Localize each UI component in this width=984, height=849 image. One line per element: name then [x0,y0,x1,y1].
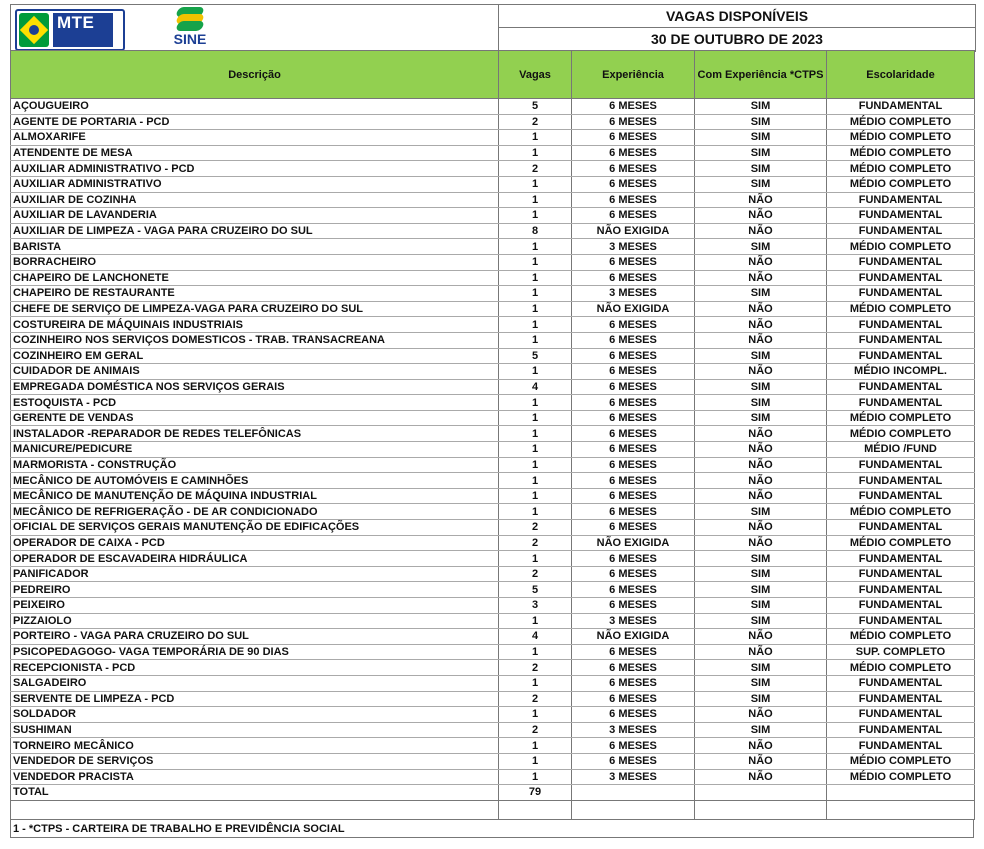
cell-education: FUNDAMENTAL [827,613,975,629]
cell-description: VENDEDOR PRACISTA [11,769,499,785]
cell-vacancies: 1 [499,753,572,769]
table-row [11,722,975,738]
cell-experience: 6 MESES [572,691,695,707]
cell-description: AUXILIAR DE LAVANDERIA [11,208,499,224]
table-row [11,566,975,582]
cell-description: CHAPEIRO DE LANCHONETE [11,270,499,286]
table-row [11,644,975,660]
cell-ctps: NÃO [695,317,827,333]
cell-ctps: NÃO [695,520,827,536]
table-row [11,410,975,426]
table-row [11,286,975,302]
cell-experience: 6 MESES [572,457,695,473]
cell-vacancies: 2 [499,566,572,582]
cell-ctps: SIM [695,566,827,582]
cell-vacancies: 8 [499,223,572,239]
cell-vacancies: 1 [499,644,572,660]
cell-experience: 6 MESES [572,176,695,192]
cell-vacancies: 1 [499,270,572,286]
cell-experience: 6 MESES [572,426,695,442]
cell-vacancies: 5 [499,99,572,115]
empty-cell [11,800,499,819]
cell-description: CUIDADOR DE ANIMAIS [11,364,499,380]
cell-education: FUNDAMENTAL [827,675,975,691]
cell-education: MÉDIO COMPLETO [827,535,975,551]
cell-experience: 6 MESES [572,566,695,582]
cell-experience: 6 MESES [572,192,695,208]
cell-experience: NÃO EXIGIDA [572,629,695,645]
cell-vacancies: 2 [499,691,572,707]
logos-area [10,4,499,52]
cell-education: FUNDAMENTAL [827,395,975,411]
cell-education: FUNDAMENTAL [827,317,975,333]
cell-experience: 3 MESES [572,286,695,302]
cell-ctps: SIM [695,161,827,177]
cell-ctps: NÃO [695,254,827,270]
table-row [11,598,975,614]
cell-description: COZINHEIRO EM GERAL [11,348,499,364]
cell-description: BORRACHEIRO [11,254,499,270]
cell-description: RECEPCIONISTA - PCD [11,660,499,676]
cell-vacancies: 1 [499,317,572,333]
cell-ctps: NÃO [695,535,827,551]
column-header-vagas: Vagas [499,51,572,99]
cell-education: FUNDAMENTAL [827,551,975,567]
empty-cell [572,800,695,819]
cell-experience: 3 MESES [572,613,695,629]
cell-education: FUNDAMENTAL [827,722,975,738]
cell-ctps: NÃO [695,208,827,224]
cell-education: MÉDIO /FUND [827,442,975,458]
cell-education: FUNDAMENTAL [827,566,975,582]
table-row [11,114,975,130]
cell-description: AUXILIAR DE COZINHA [11,192,499,208]
cell-description: AUXILIAR ADMINISTRATIVO - PCD [11,161,499,177]
cell-experience: 6 MESES [572,99,695,115]
cell-ctps: SIM [695,504,827,520]
spacer-row [11,800,975,819]
cell-experience: 6 MESES [572,364,695,380]
mte-logo-title: MTE [57,13,95,32]
total-value: 79 [499,785,572,801]
cell-vacancies: 1 [499,613,572,629]
cell-ctps: SIM [695,114,827,130]
cell-experience: 6 MESES [572,660,695,676]
cell-vacancies: 1 [499,145,572,161]
table-row [11,130,975,146]
cell-education: MÉDIO COMPLETO [827,660,975,676]
cell-education: FUNDAMENTAL [827,270,975,286]
cell-description: PANIFICADOR [11,566,499,582]
table-row [11,660,975,676]
cell-experience: 6 MESES [572,582,695,598]
title-box [498,4,976,52]
cell-description: MANICURE/PEDICURE [11,442,499,458]
table-row [11,364,975,380]
cell-ctps: SIM [695,410,827,426]
cell-description: CHAPEIRO DE RESTAURANTE [11,286,499,302]
vacancies-table [10,50,975,820]
cell-ctps: NÃO [695,270,827,286]
cell-ctps: SIM [695,145,827,161]
cell-vacancies: 1 [499,130,572,146]
cell-vacancies: 1 [499,473,572,489]
cell-ctps: SIM [695,675,827,691]
cell-education: FUNDAMENTAL [827,520,975,536]
cell-vacancies: 2 [499,660,572,676]
cell-education: FUNDAMENTAL [827,332,975,348]
cell-education: FUNDAMENTAL [827,598,975,614]
cell-education: FUNDAMENTAL [827,192,975,208]
cell-ctps: NÃO [695,332,827,348]
table-row [11,629,975,645]
table-row [11,442,975,458]
cell-vacancies: 2 [499,114,572,130]
brazil-flag-icon [19,13,49,47]
cell-description: OPERADOR DE CAIXA - PCD [11,535,499,551]
cell-experience: 6 MESES [572,254,695,270]
cell-ctps: NÃO [695,738,827,754]
cell-ctps: SIM [695,176,827,192]
cell-education: FUNDAMENTAL [827,473,975,489]
table-row [11,551,975,567]
cell-description: BARISTA [11,239,499,255]
total-empty-cell [827,785,975,801]
cell-vacancies: 5 [499,582,572,598]
cell-ctps: SIM [695,551,827,567]
footnote: 1 - *CTPS - CARTEIRA DE TRABALHO E PREVIDÊNCIA SOCIAL [10,820,974,838]
cell-description: PORTEIRO - VAGA PARA CRUZEIRO DO SUL [11,629,499,645]
cell-education: MÉDIO COMPLETO [827,426,975,442]
cell-experience: 6 MESES [572,332,695,348]
table-row [11,161,975,177]
cell-description: ESTOQUISTA - PCD [11,395,499,411]
cell-experience: 6 MESES [572,379,695,395]
cell-education: FUNDAMENTAL [827,254,975,270]
table-row [11,675,975,691]
cell-vacancies: 1 [499,675,572,691]
cell-experience: NÃO EXIGIDA [572,301,695,317]
table-row [11,270,975,286]
table-row [11,535,975,551]
cell-experience: 6 MESES [572,753,695,769]
sine-logo [169,7,211,49]
cell-experience: 6 MESES [572,317,695,333]
cell-description: SOLDADOR [11,707,499,723]
cell-experience: 6 MESES [572,675,695,691]
cell-education: FUNDAMENTAL [827,707,975,723]
table-row [11,176,975,192]
cell-experience: 6 MESES [572,395,695,411]
cell-education: MÉDIO COMPLETO [827,504,975,520]
table-row [11,379,975,395]
empty-cell [499,800,572,819]
cell-vacancies: 2 [499,535,572,551]
sine-logo-text: SINE [173,31,207,47]
cell-ctps: NÃO [695,488,827,504]
cell-education: FUNDAMENTAL [827,582,975,598]
cell-ctps: SIM [695,691,827,707]
cell-ctps: SIM [695,395,827,411]
sine-logo-icon [177,7,203,31]
cell-vacancies: 2 [499,520,572,536]
cell-vacancies: 1 [499,410,572,426]
cell-education: MÉDIO COMPLETO [827,629,975,645]
cell-education: MÉDIO COMPLETO [827,410,975,426]
cell-experience: 3 MESES [572,722,695,738]
document-header [10,4,974,50]
cell-vacancies: 1 [499,176,572,192]
cell-description: AUXILIAR ADMINISTRATIVO [11,176,499,192]
cell-education: MÉDIO COMPLETO [827,161,975,177]
cell-ctps: NÃO [695,473,827,489]
cell-experience: 6 MESES [572,598,695,614]
cell-vacancies: 1 [499,488,572,504]
cell-description: MECÂNICO DE REFRIGERAÇÃO - DE AR CONDICIONADO [11,504,499,520]
table-row [11,254,975,270]
cell-description: MECÂNICO DE MANUTENÇÃO DE MÁQUINA INDUSTRIAL [11,488,499,504]
cell-description: AUXILIAR DE LIMPEZA - VAGA PARA CRUZEIRO DO SUL [11,223,499,239]
cell-description: PEDREIRO [11,582,499,598]
table-row [11,520,975,536]
cell-experience: 6 MESES [572,504,695,520]
cell-vacancies: 4 [499,379,572,395]
empty-cell [827,800,975,819]
table-row [11,473,975,489]
cell-education: MÉDIO COMPLETO [827,239,975,255]
cell-ctps: SIM [695,660,827,676]
cell-description: ATENDENTE DE MESA [11,145,499,161]
cell-description: AGENTE DE PORTARIA - PCD [11,114,499,130]
table-row [11,223,975,239]
cell-vacancies: 5 [499,348,572,364]
total-empty-cell [695,785,827,801]
cell-ctps: SIM [695,99,827,115]
column-header-ctps: Com Experiência *CTPS [695,51,827,99]
cell-experience: 6 MESES [572,738,695,754]
cell-experience: 6 MESES [572,161,695,177]
cell-experience: 6 MESES [572,145,695,161]
cell-vacancies: 1 [499,286,572,302]
table-row [11,457,975,473]
cell-ctps: SIM [695,130,827,146]
table-row [11,301,975,317]
cell-education: FUNDAMENTAL [827,286,975,302]
cell-ctps: SIM [695,286,827,302]
table-row [11,426,975,442]
cell-vacancies: 1 [499,738,572,754]
cell-experience: 6 MESES [572,488,695,504]
cell-description: MECÂNICO DE AUTOMÓVEIS E CAMINHÕES [11,473,499,489]
cell-vacancies: 1 [499,457,572,473]
cell-vacancies: 1 [499,426,572,442]
table-row [11,239,975,255]
table-row [11,707,975,723]
cell-description: PSICOPEDAGOGO- VAGA TEMPORÁRIA DE 90 DIAS [11,644,499,660]
cell-experience: 6 MESES [572,410,695,426]
cell-description: SUSHIMAN [11,722,499,738]
cell-description: MARMORISTA - CONSTRUÇÃO [11,457,499,473]
table-row [11,145,975,161]
cell-education: FUNDAMENTAL [827,348,975,364]
cell-experience: 3 MESES [572,769,695,785]
cell-experience: 6 MESES [572,442,695,458]
cell-ctps: NÃO [695,753,827,769]
cell-education: FUNDAMENTAL [827,738,975,754]
cell-ctps: NÃO [695,301,827,317]
table-row [11,208,975,224]
cell-ctps: SIM [695,598,827,614]
cell-description: CHEFE DE SERVIÇO DE LIMPEZA-VAGA PARA CRUZEIRO DO SUL [11,301,499,317]
cell-education: MÉDIO COMPLETO [827,176,975,192]
cell-education: FUNDAMENTAL [827,488,975,504]
table-row [11,691,975,707]
cell-vacancies: 1 [499,301,572,317]
cell-ctps: NÃO [695,192,827,208]
cell-description: OPERADOR DE ESCAVADEIRA HIDRÁULICA [11,551,499,567]
column-header-descricao: Descrição [11,51,499,99]
table-row [11,395,975,411]
table-row [11,192,975,208]
cell-experience: 6 MESES [572,551,695,567]
table-row [11,769,975,785]
cell-education: MÉDIO COMPLETO [827,130,975,146]
cell-description: INSTALADOR -REPARADOR DE REDES TELEFÔNICAS [11,426,499,442]
cell-education: MÉDIO INCOMPL. [827,364,975,380]
cell-vacancies: 1 [499,332,572,348]
cell-ctps: NÃO [695,223,827,239]
cell-description: SERVENTE DE LIMPEZA - PCD [11,691,499,707]
cell-ctps: NÃO [695,629,827,645]
cell-ctps: NÃO [695,442,827,458]
cell-education: SUP. COMPLETO [827,644,975,660]
cell-description: VENDEDOR DE SERVIÇOS [11,753,499,769]
cell-education: MÉDIO COMPLETO [827,145,975,161]
cell-vacancies: 1 [499,364,572,380]
total-row [11,785,975,801]
cell-ctps: NÃO [695,364,827,380]
cell-vacancies: 1 [499,769,572,785]
cell-description: COSTUREIRA DE MÁQUINAIS INDUSTRIAIS [11,317,499,333]
cell-vacancies: 3 [499,598,572,614]
cell-vacancies: 2 [499,161,572,177]
table-row [11,738,975,754]
cell-description: PEIXEIRO [11,598,499,614]
cell-education: MÉDIO COMPLETO [827,114,975,130]
cell-experience: 6 MESES [572,473,695,489]
total-empty-cell [572,785,695,801]
cell-experience: 6 MESES [572,644,695,660]
cell-vacancies: 2 [499,722,572,738]
cell-experience: 6 MESES [572,114,695,130]
cell-vacancies: 1 [499,239,572,255]
column-header-experiencia: Experiência [572,51,695,99]
cell-vacancies: 1 [499,551,572,567]
cell-vacancies: 1 [499,395,572,411]
cell-vacancies: 1 [499,442,572,458]
page-date: 30 DE OUTUBRO DE 2023 [651,31,823,47]
cell-ctps: NÃO [695,426,827,442]
table-body [11,99,975,820]
cell-ctps: SIM [695,613,827,629]
table-row [11,348,975,364]
cell-vacancies: 1 [499,504,572,520]
cell-experience: 6 MESES [572,520,695,536]
cell-education: FUNDAMENTAL [827,379,975,395]
cell-education: MÉDIO COMPLETO [827,301,975,317]
cell-description: SALGADEIRO [11,675,499,691]
cell-experience: 6 MESES [572,130,695,146]
cell-education: MÉDIO COMPLETO [827,753,975,769]
table-row [11,488,975,504]
cell-ctps: NÃO [695,769,827,785]
cell-experience: NÃO EXIGIDA [572,535,695,551]
cell-ctps: SIM [695,722,827,738]
cell-description: TORNEIRO MECÂNICO [11,738,499,754]
cell-education: FUNDAMENTAL [827,691,975,707]
cell-description: COZINHEIRO NOS SERVIÇOS DOMESTICOS - TRAB. TRANSACREANA [11,332,499,348]
table-row [11,317,975,333]
table-row [11,753,975,769]
table-row [11,99,975,115]
cell-experience: 3 MESES [572,239,695,255]
table-row [11,582,975,598]
cell-ctps: SIM [695,582,827,598]
page-title: VAGAS DISPONÍVEIS [499,5,975,28]
cell-experience: 6 MESES [572,707,695,723]
cell-description: AÇOUGUEIRO [11,99,499,115]
column-header-escolaridade: Escolaridade [827,51,975,99]
table-row [11,504,975,520]
cell-vacancies: 1 [499,254,572,270]
cell-description: GERENTE DE VENDAS [11,410,499,426]
mte-logo [15,9,125,51]
cell-ctps: NÃO [695,457,827,473]
table-row [11,332,975,348]
cell-experience: 6 MESES [572,348,695,364]
table-header-row [11,51,975,99]
cell-ctps: SIM [695,348,827,364]
cell-ctps: NÃO [695,644,827,660]
cell-description: EMPREGADA DOMÉSTICA NOS SERVIÇOS GERAIS [11,379,499,395]
cell-vacancies: 4 [499,629,572,645]
cell-ctps: SIM [695,379,827,395]
cell-experience: 6 MESES [572,270,695,286]
cell-education: FUNDAMENTAL [827,223,975,239]
cell-education: FUNDAMENTAL [827,208,975,224]
cell-ctps: NÃO [695,707,827,723]
table-row [11,613,975,629]
cell-education: MÉDIO COMPLETO [827,769,975,785]
cell-ctps: SIM [695,239,827,255]
cell-vacancies: 1 [499,192,572,208]
total-label: TOTAL [11,785,499,801]
empty-cell [695,800,827,819]
cell-experience: 6 MESES [572,208,695,224]
mte-logo-text [53,13,113,47]
cell-education: FUNDAMENTAL [827,457,975,473]
cell-experience: NÃO EXIGIDA [572,223,695,239]
cell-description: OFICIAL DE SERVIÇOS GERAIS MANUTENÇÃO DE EDIFICAÇÕES [11,520,499,536]
cell-description: PIZZAIOLO [11,613,499,629]
cell-education: FUNDAMENTAL [827,99,975,115]
cell-vacancies: 1 [499,707,572,723]
cell-description: ALMOXARIFE [11,130,499,146]
cell-vacancies: 1 [499,208,572,224]
